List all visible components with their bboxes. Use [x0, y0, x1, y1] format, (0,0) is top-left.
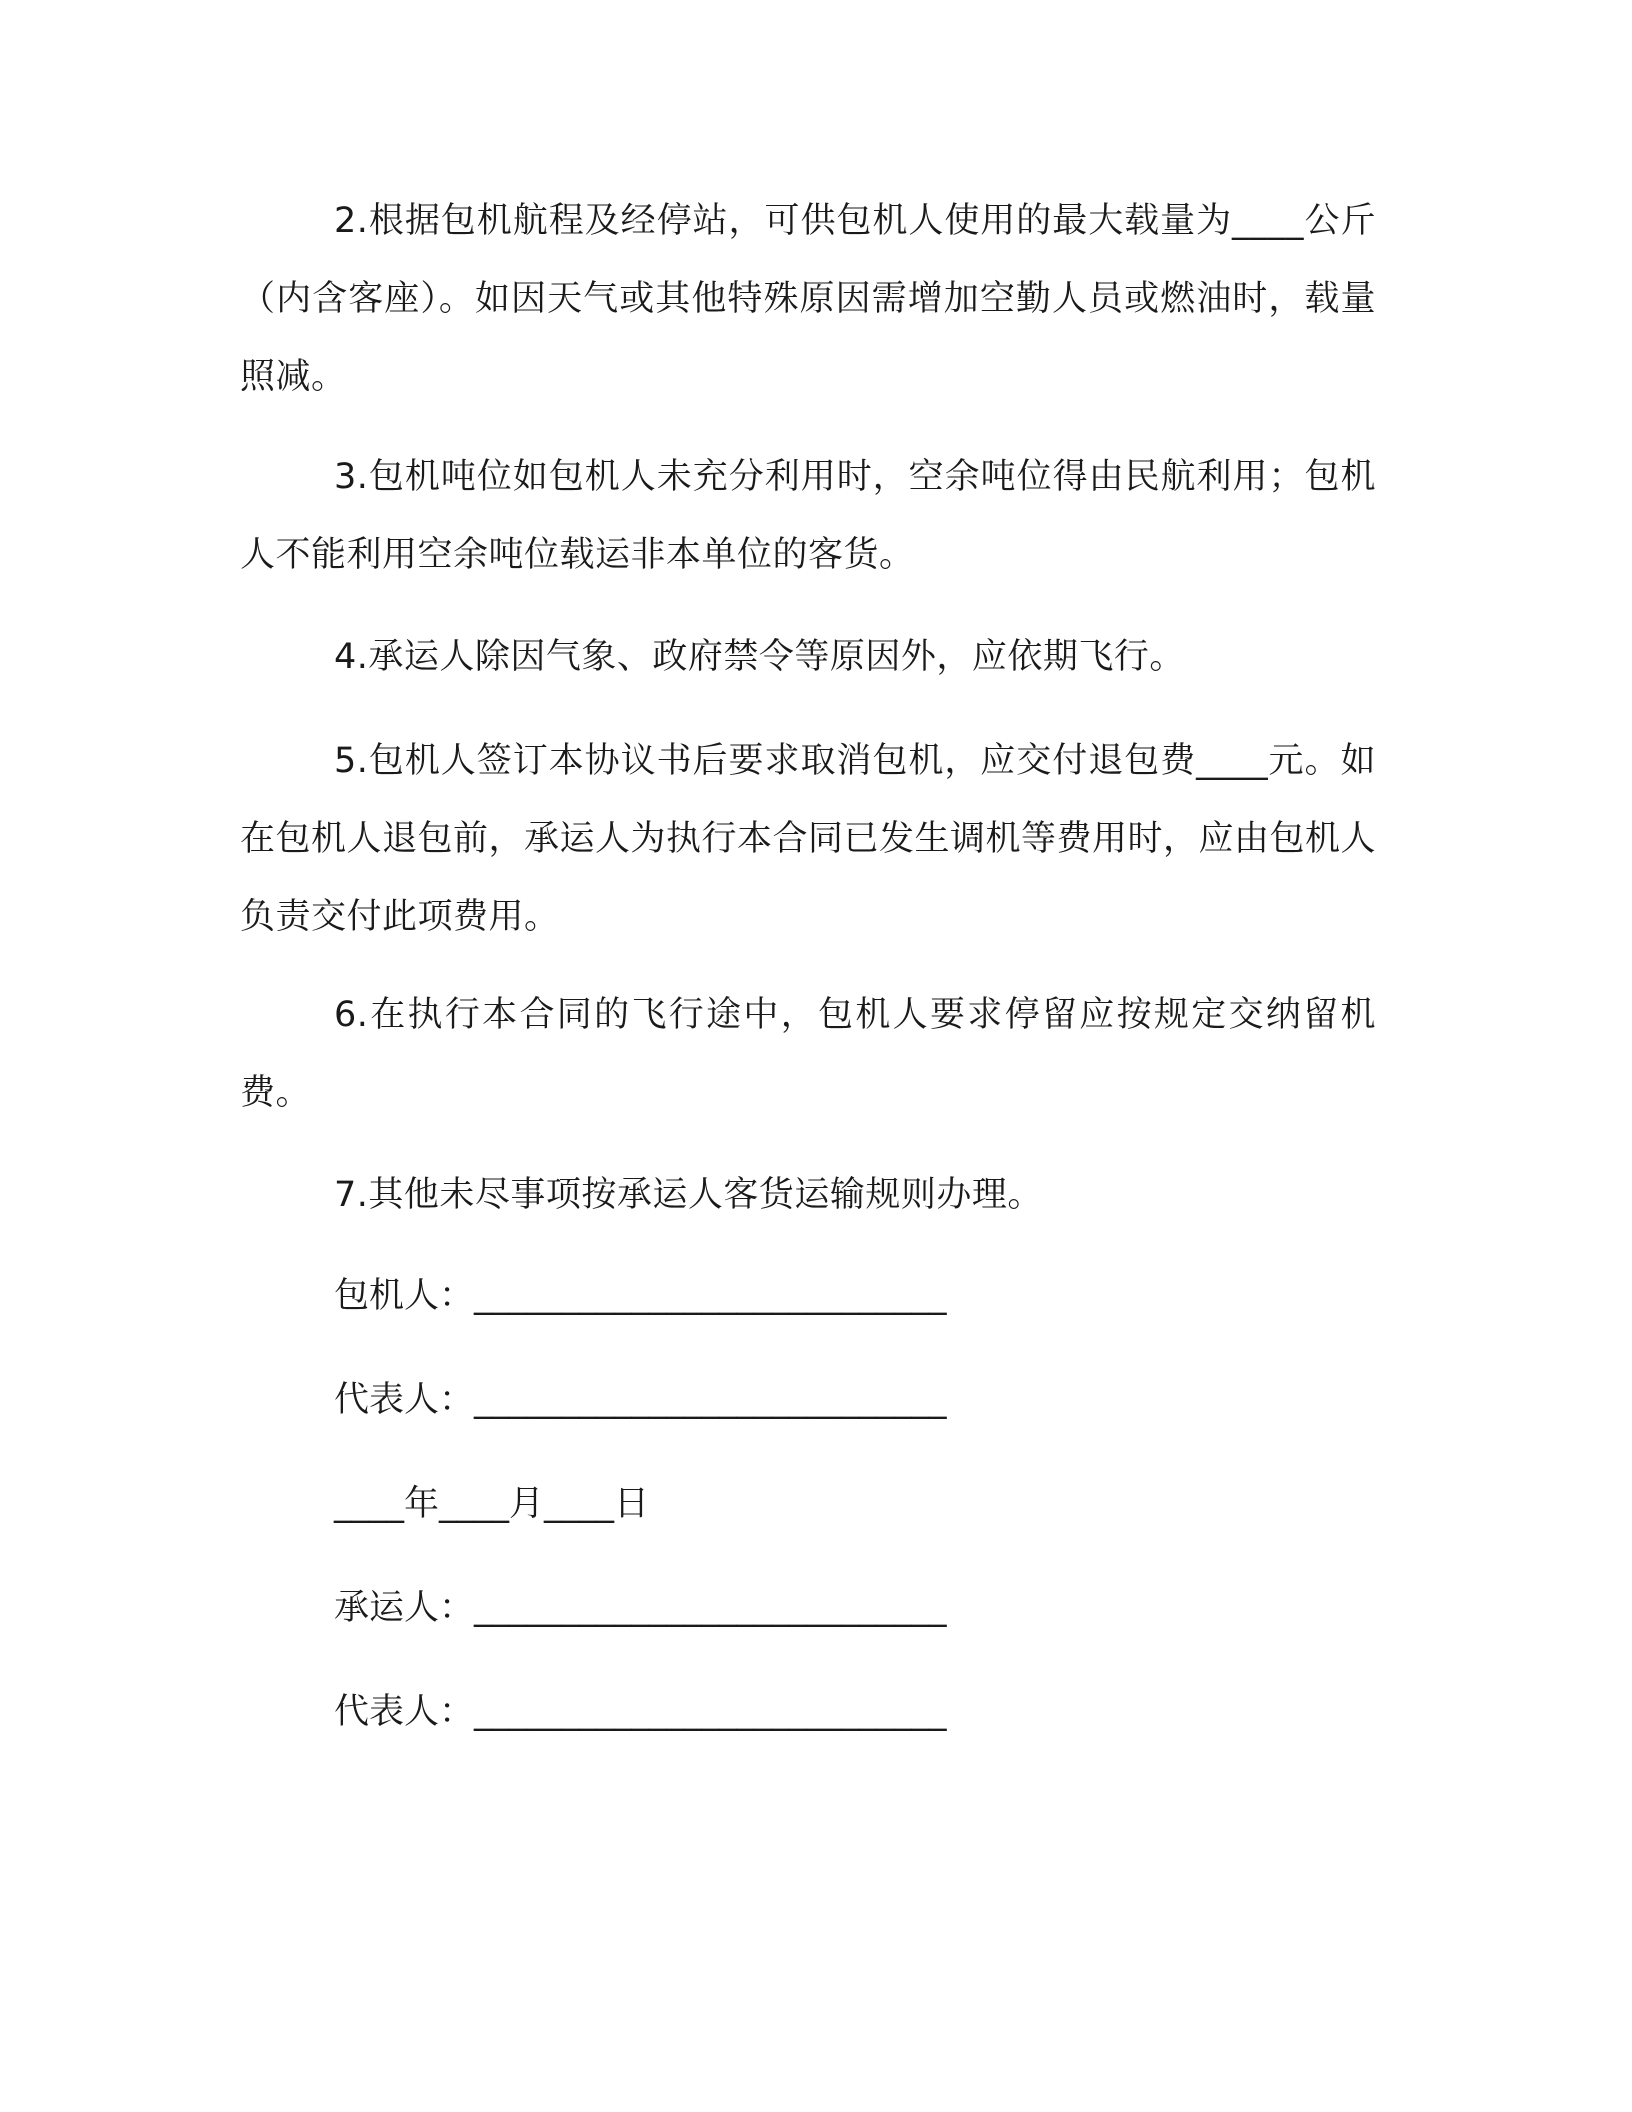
- carrier-representative-line: 代表人：___________________________: [334, 1692, 947, 1732]
- charterer-representative-line: 代表人：___________________________: [334, 1380, 947, 1420]
- clause-6: 6.在执行本合同的飞行途中，包机人要求停留应按规定交纳留机费。: [240, 995, 1376, 1113]
- clause-5: 5.包机人签订本协议书后要求取消包机，应交付退包费____元。如在包机人退包前，承运人为执行本合同已发生调机等费用时，应由包机人负责交付此项费用。: [240, 741, 1377, 937]
- clause-2: 2.根据包机航程及经停站，可供包机人使用的最大载量为____公斤（内含客座）。如因天气或其他特殊原因需增加空勤人员或燃油时，载量照减。: [240, 201, 1376, 397]
- date-line: ____年____月____日: [334, 1484, 650, 1524]
- carrier-signature-line: 承运人：___________________________: [334, 1588, 947, 1628]
- clause-7: 7.其他未尽事项按承运人客货运输规则办理。: [334, 1175, 1043, 1215]
- clause-4: 4.承运人除因气象、政府禁令等原因外，应依期飞行。: [334, 637, 1185, 677]
- clause-3: 3.包机吨位如包机人未充分利用时，空余吨位得由民航利用；包机人不能利用空余吨位载运非本单位的客货。: [240, 457, 1376, 575]
- charterer-signature-line: 包机人：___________________________: [334, 1276, 947, 1316]
